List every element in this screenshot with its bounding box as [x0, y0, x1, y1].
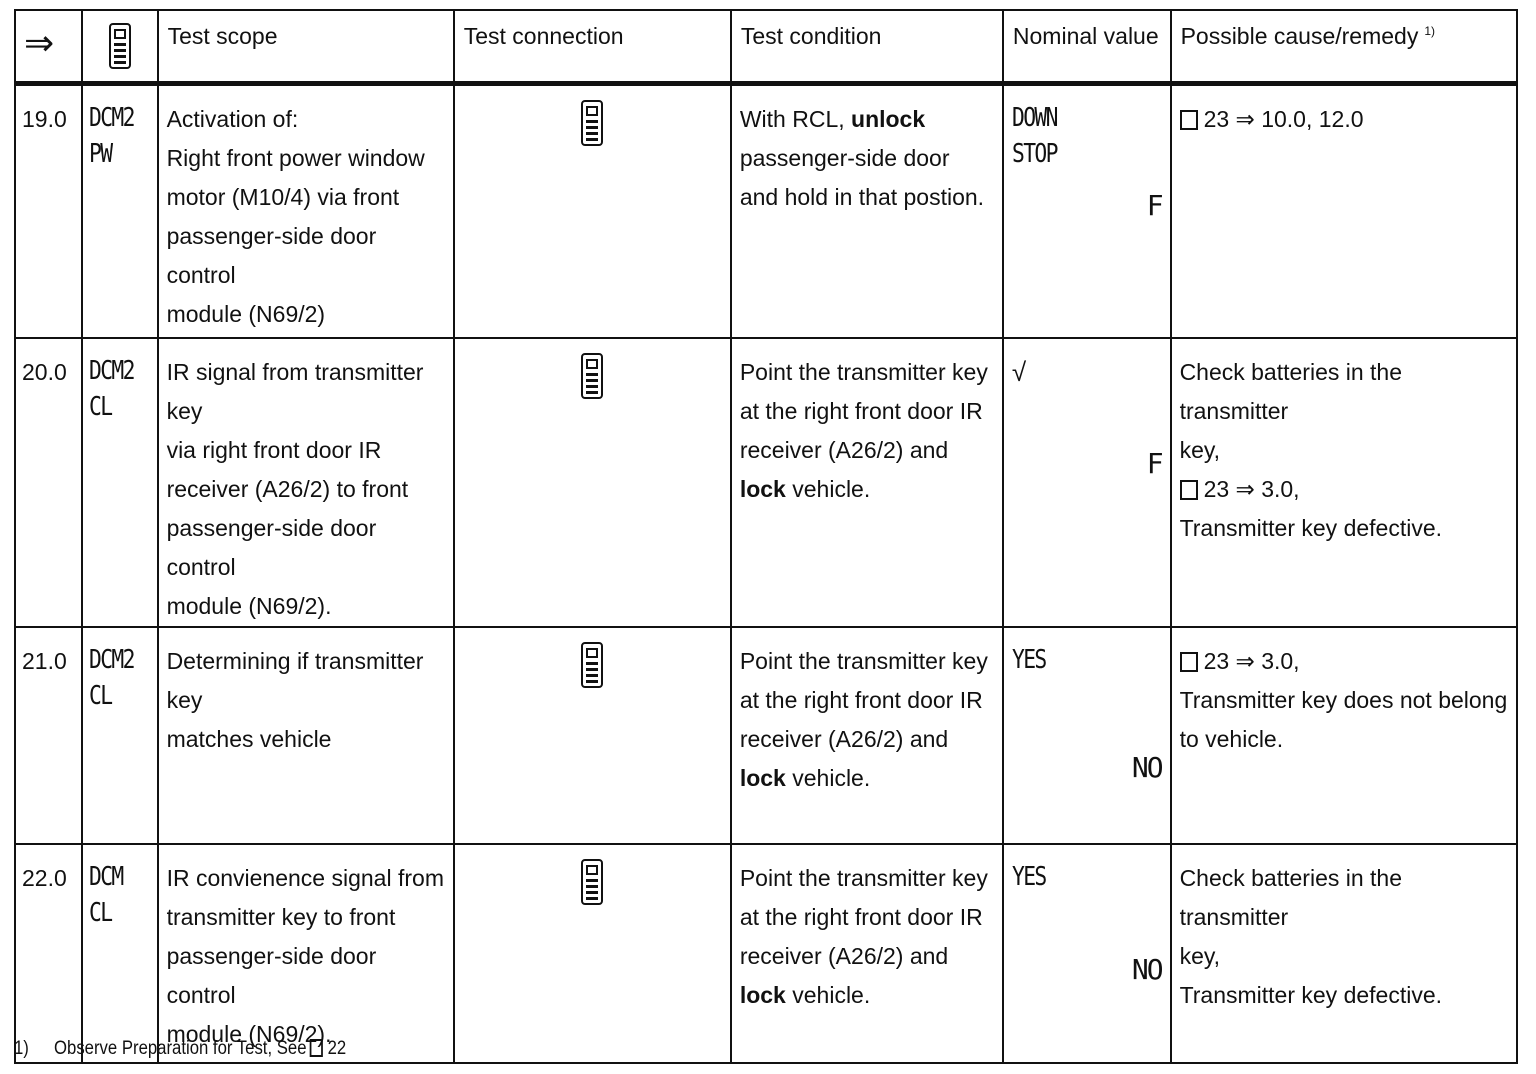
step-number-text: 21.0 — [22, 647, 67, 674]
nominal-value — [1003, 844, 1171, 1063]
menu-code — [82, 84, 157, 338]
test-scope-line: passenger-side door control — [166, 223, 377, 288]
nominal-value-top: DOWN — [1011, 103, 1057, 133]
possible-cause-line — [1180, 509, 1508, 548]
test-connection — [454, 84, 731, 338]
possible-cause-text: 23 ⇒ 3.0, — [1203, 647, 1300, 674]
test-scope — [158, 84, 454, 338]
step-number — [15, 627, 82, 844]
menu-code-line: DCM — [89, 861, 123, 892]
table-row — [15, 844, 1517, 1063]
nominal-value-top: STOP — [1011, 139, 1057, 169]
test-scope-line: Right front power window — [166, 145, 425, 171]
test-condition-keyword: unlock — [851, 106, 926, 132]
test-scope-line: matches vehicle — [166, 725, 332, 752]
nominal-value-bottom: NO — [1131, 952, 1162, 986]
test-scope — [158, 338, 454, 627]
test-condition-text: Point the transmitter key at the right front door IR receiver (A26/2) and — [739, 864, 988, 969]
menu-code — [82, 627, 157, 844]
possible-cause — [1171, 338, 1517, 627]
test-scope-line: IR signal from transmitter key — [166, 358, 424, 424]
menu-code — [82, 338, 157, 627]
nominal-value-bottom: F — [1146, 446, 1162, 480]
table-row — [15, 627, 1517, 844]
footnote-ref: 22 — [327, 1038, 347, 1059]
test-scope-line: module (N69/2). — [166, 592, 332, 619]
test-connection — [454, 338, 731, 627]
test-condition — [731, 844, 1003, 1063]
nominal-value-bottom: NO — [1131, 750, 1162, 784]
header-step — [15, 10, 82, 84]
possible-cause — [1171, 627, 1517, 844]
possible-cause-text: Transmitter key does not belong — [1179, 686, 1508, 713]
document-ref-icon — [310, 1039, 323, 1057]
header-test-condition: Test condition — [731, 10, 1003, 84]
step-number-text: 22.0 — [22, 864, 67, 891]
possible-cause-line — [1180, 976, 1508, 1015]
test-scope-line: IR convienence signal from — [166, 864, 444, 891]
possible-cause-line — [1180, 720, 1508, 759]
test-condition-text: Point the transmitter key at the right front door IR receiver (A26/2) and — [739, 358, 988, 463]
test-condition — [731, 84, 1003, 338]
test-scope-line: passenger-side door control — [166, 942, 377, 1008]
menu-code-line: DCM2 — [89, 644, 135, 675]
test-scope-line: Activation of: — [166, 106, 299, 132]
possible-cause-line — [1180, 681, 1508, 720]
arrow-icon: ⇒ — [24, 22, 55, 63]
menu-code-line: CL — [89, 897, 112, 928]
test-table — [14, 9, 1518, 1064]
step-number-text: 19.0 — [22, 106, 67, 132]
possible-cause-text: Transmitter key defective. — [1179, 981, 1443, 1008]
menu-code-line: CL — [89, 391, 112, 422]
nominal-value-top: YES — [1011, 644, 1046, 675]
possible-cause — [1171, 84, 1517, 338]
document-ref-icon — [1180, 110, 1198, 130]
test-condition-keyword: lock — [739, 475, 786, 502]
test-condition — [731, 338, 1003, 627]
footnote-mark: 1) — [1424, 24, 1436, 39]
test-scope-line: via right front door IR — [166, 436, 382, 463]
nominal-value — [1003, 338, 1171, 627]
table-row — [15, 338, 1517, 627]
test-scope-line: module (N69/2). — [166, 1020, 332, 1047]
possible-cause-line — [1180, 470, 1508, 509]
possible-cause-text: key, — [1179, 942, 1221, 969]
test-condition-text: vehicle. — [785, 764, 871, 791]
menu-code — [82, 844, 157, 1063]
tester-icon — [581, 353, 603, 399]
possible-cause-line — [1180, 431, 1508, 470]
test-scope-line: Determining if transmitter key — [166, 647, 424, 713]
tester-icon — [581, 642, 603, 688]
test-condition — [731, 627, 1003, 844]
menu-code-line: DCM2 — [89, 103, 135, 133]
step-number — [15, 84, 82, 338]
possible-cause-line — [1180, 859, 1508, 937]
possible-cause-line — [1180, 642, 1508, 681]
nominal-value-bottom: F — [1146, 189, 1162, 222]
step-number — [15, 844, 82, 1063]
possible-cause-text: key, — [1179, 436, 1221, 463]
nominal-value — [1003, 84, 1171, 338]
test-scope-line: transmitter key to front — [166, 903, 396, 930]
document-ref-icon — [1180, 480, 1198, 500]
test-scope-line: motor (M10/4) via front — [166, 184, 400, 210]
test-scope-line: receiver (A26/2) to front — [166, 475, 409, 502]
header-possible-cause: Possible cause/remedy $^{1)}$ — [1171, 10, 1517, 84]
test-condition-keyword: lock — [739, 764, 786, 791]
menu-code-line: DCM2 — [89, 355, 135, 386]
test-scope — [158, 844, 454, 1063]
possible-cause-text: Check batteries in the transmitter — [1179, 864, 1403, 930]
menu-code-line: CL — [89, 680, 112, 711]
test-scope-line: passenger-side door control — [166, 514, 377, 580]
header-test-scope: Test scope — [158, 10, 454, 84]
footnote-number: 1) — [14, 1038, 29, 1059]
step-number — [15, 338, 82, 627]
document-ref-icon — [1180, 652, 1198, 672]
header-menu — [82, 10, 157, 84]
test-scope-line: module (N69/2) — [166, 301, 326, 327]
footnote-text: Observe Preparation for Test, See — [54, 1038, 307, 1059]
tester-icon — [581, 100, 603, 146]
possible-cause-line — [1180, 937, 1508, 976]
nominal-value — [1003, 627, 1171, 844]
menu-code-line: PW — [89, 139, 112, 169]
test-condition-text: vehicle. — [785, 475, 871, 502]
test-connection — [454, 627, 731, 844]
nominal-value-top: √ — [1011, 356, 1027, 387]
table-row — [15, 84, 1517, 338]
test-scope — [158, 627, 454, 844]
possible-cause-text: Transmitter key defective. — [1179, 514, 1443, 541]
test-connection — [454, 844, 731, 1063]
test-condition-text: With RCL, — [739, 106, 852, 132]
test-condition-text: vehicle. — [785, 981, 871, 1008]
possible-cause — [1171, 844, 1517, 1063]
step-number-text: 20.0 — [22, 358, 67, 385]
possible-cause-text: to vehicle. — [1179, 725, 1284, 752]
possible-cause-text: Check batteries in the transmitter — [1179, 358, 1403, 424]
test-condition-keyword: lock — [739, 981, 786, 1008]
tester-icon — [109, 23, 131, 69]
possible-cause-line — [1180, 100, 1508, 139]
tester-icon — [581, 859, 603, 905]
table-header-row — [15, 10, 1517, 84]
possible-cause-text: 23 ⇒ 10.0, 12.0 — [1203, 106, 1364, 132]
possible-cause-line — [1180, 353, 1508, 431]
footnote — [14, 1038, 346, 1060]
test-condition-text: passenger-side door and hold in that postion. — [739, 145, 985, 210]
header-nominal-value: Nominal value — [1003, 10, 1171, 84]
test-condition-text: Point the transmitter key at the right front door IR receiver (A26/2) and — [739, 647, 988, 752]
header-test-connection: Test connection — [454, 10, 731, 84]
nominal-value-top: YES — [1011, 861, 1046, 892]
possible-cause-text: 23 ⇒ 3.0, — [1203, 475, 1300, 502]
